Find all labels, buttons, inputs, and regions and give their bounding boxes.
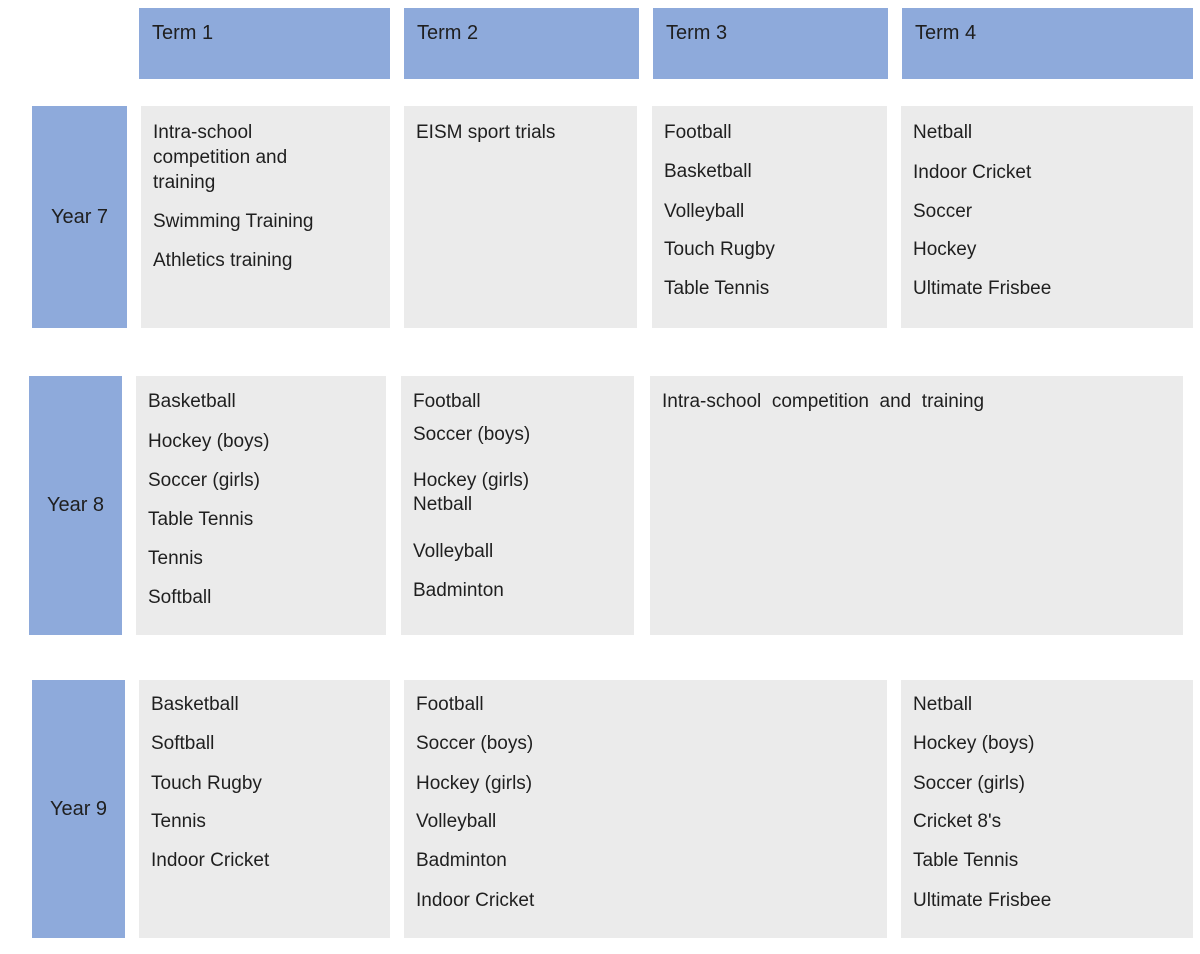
list-item: Touch Rugby [151, 773, 262, 794]
list-item: Hockey (boys) [913, 733, 1035, 754]
list-item: Intra-school competition and training [662, 391, 985, 412]
list-item: Basketball [148, 391, 236, 412]
year-7-term-1-cell [141, 106, 390, 328]
year-7-term-4-cell [901, 106, 1193, 328]
year-7-term-3-cell [652, 106, 887, 328]
year-8-term-3-4-cell [650, 376, 1183, 635]
list-item: Table Tennis [148, 509, 254, 530]
term-2-header: Term 2 [404, 8, 639, 79]
list-item: Ultimate Frisbee [913, 278, 1052, 299]
year-8-label: Year 8 [29, 376, 122, 635]
list-item: Football [413, 391, 481, 412]
list-item: Tennis [148, 548, 203, 569]
list-item: Basketball [664, 161, 752, 182]
year-9-term-4-cell [901, 680, 1193, 938]
year-9-term-2-3-cell [404, 680, 887, 938]
list-item: Ultimate Frisbee [913, 890, 1052, 911]
list-item: Soccer (girls) [913, 773, 1025, 794]
list-item: Cricket 8's [913, 811, 1002, 832]
list-item: Softball [148, 587, 212, 608]
list-item: Badminton [413, 580, 504, 601]
list-item: Table Tennis [913, 850, 1019, 871]
list-item: Netball [913, 694, 973, 715]
list-item: Soccer (boys) [413, 424, 531, 445]
list-item: Basketball [151, 694, 239, 715]
list-item: Tennis [151, 811, 206, 832]
list-item: Soccer (girls) [148, 470, 260, 491]
list-item: Netball [413, 494, 473, 515]
list-item: Soccer (boys) [416, 733, 534, 754]
term-4-header: Term 4 [902, 8, 1193, 79]
list-item: Athletics training [153, 250, 293, 271]
term-1-header: Term 1 [139, 8, 390, 79]
list-item: Hockey (girls) [416, 773, 533, 794]
list-item: Football [664, 122, 732, 143]
list-item: Softball [151, 733, 215, 754]
list-item: Volleyball [413, 541, 494, 562]
year-7-label: Year 7 [32, 106, 127, 328]
year-8-term-2-cell [401, 376, 634, 635]
list-item: Hockey (boys) [148, 431, 270, 452]
year-9-term-1-cell [139, 680, 390, 938]
list-item: Indoor Cricket [151, 850, 270, 871]
list-item: Volleyball [664, 201, 745, 222]
year-8-term-1-cell [136, 376, 386, 635]
list-item: Intra-school competition and training [153, 122, 288, 193]
term-3-header: Term 3 [653, 8, 888, 79]
list-item: Swimming Training [153, 211, 314, 232]
year-9-label: Year 9 [32, 680, 125, 938]
list-item: Badminton [416, 850, 507, 871]
list-item: EISM sport trials [416, 122, 556, 143]
list-item: Volleyball [416, 811, 497, 832]
list-item: Hockey [913, 239, 977, 260]
list-item: Indoor Cricket [913, 162, 1032, 183]
list-item: Table Tennis [664, 278, 770, 299]
list-item: Hockey (girls) [413, 470, 530, 491]
list-item: Indoor Cricket [416, 890, 535, 911]
year-7-term-2-cell [404, 106, 637, 328]
list-item: Touch Rugby [664, 239, 775, 260]
list-item: Football [416, 694, 484, 715]
list-item: Netball [913, 122, 973, 143]
list-item: Soccer [913, 201, 973, 222]
